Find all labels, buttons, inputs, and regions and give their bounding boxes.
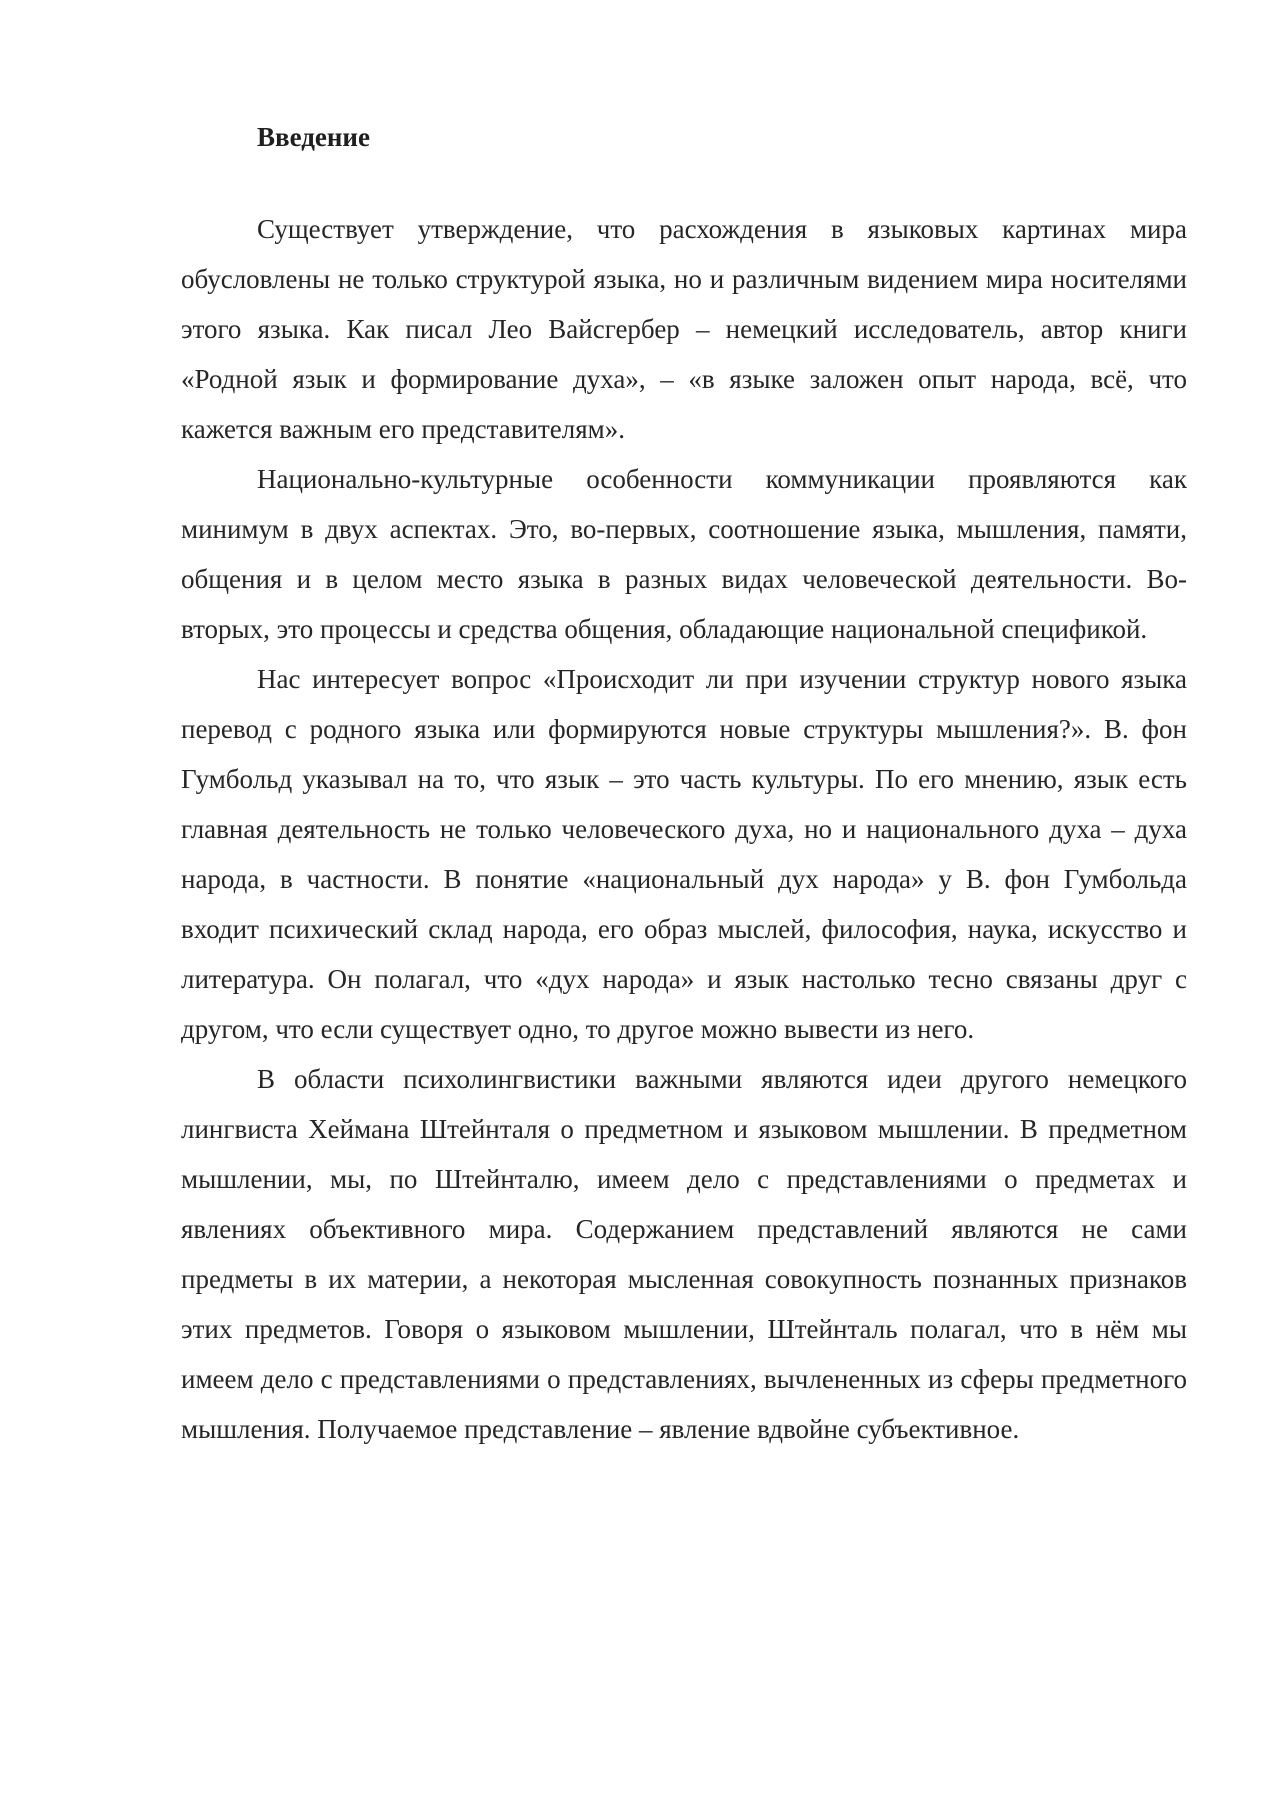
section-heading: Введение	[257, 122, 370, 152]
paragraph-2: Национально-культурные особенности коммуникации проявляются как минимум в двух аспектах. Это, во-первых, соотношение языка, мышления, памяти, общения и в целом место языка в разных видах человеческой деятельности. Во-вторых, это процессы и средства общения, обладающие национальной спецификой.	[181, 464, 1187, 644]
paragraph-4: В области психолингвистики важными являются идеи другого немецкого лингвиста Хеймана Штейнталя о предметном и языковом мышлении. В предметном мышлении, мы, по Штейнталю, имеем дело с представлениями о предметах и явлениях объективного мира. Содержанием представлений являются не сами предметы в их материи, а некоторая мысленная совокупность познанных признаков этих предметов. Говоря о языковом мышлении, Штейнталь полагал, что в нём мы имеем дело с представлениями о представлениях, вычлененных из сферы предметного мышления. Получаемое представление – явление вдвойне субъективное.	[181, 1064, 1187, 1444]
paragraph-1: Существует утверждение, что расхождения в языковых картинах мира обусловлены не только структурой языка, но и различным видением мира носителями этого языка. Как писал Лео Вайсгербер – немецкий исследователь, автор книги «Родной язык и формирование духа», – «в языке заложен опыт народа, всё, что кажется важным его представителям».	[181, 214, 1187, 444]
paragraph-3: Нас интересует вопрос «Происходит ли при изучении структур нового языка перевод с родного языка или формируются новые структуры мышления?». В. фон Гумбольд указывал на то, что язык – это часть культуры. По его мнению, язык есть главная деятельность не только человеческого духа, но и национального духа – духа народа, в частности. В понятие «национальный дух народа» у В. фон Гумбольда входит психический склад народа, его образ мыслей, философия, наука, искусство и литература. Он полагал, что «дух народа» и язык настолько тесно связаны друг с другом, что если существует одно, то другое можно вывести из него.	[181, 664, 1187, 1044]
document-body	[181, 112, 1187, 1454]
